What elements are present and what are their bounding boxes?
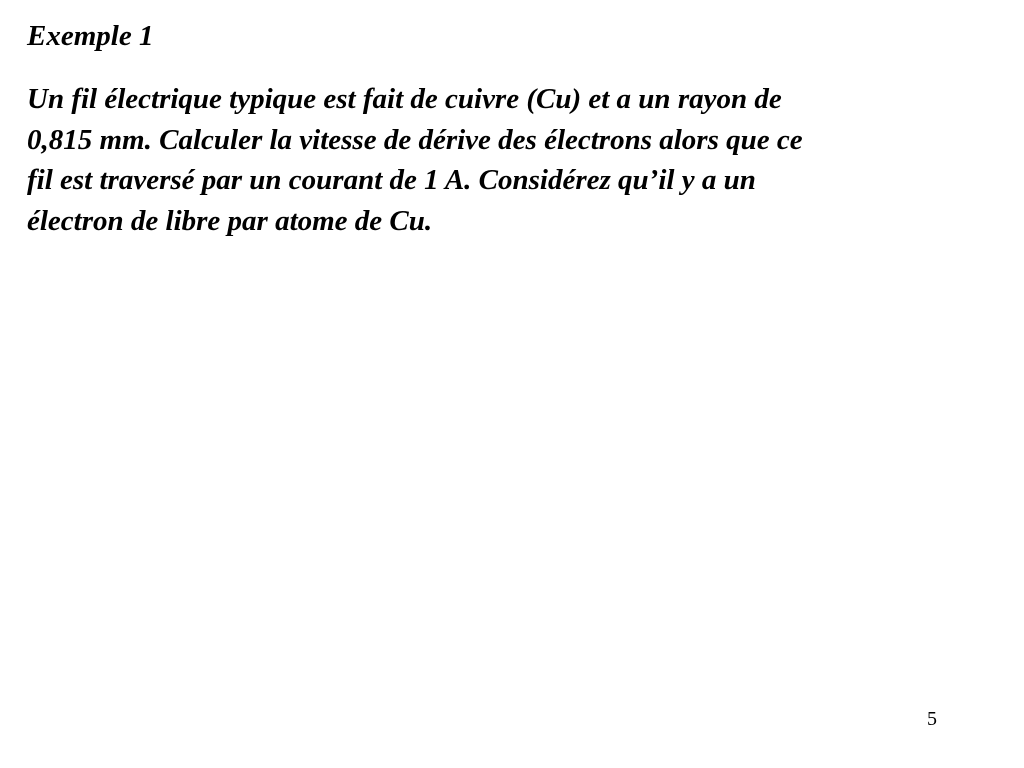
problem-line-3: fil est traversé par un courant de 1 A. Considérez qu’il y a un — [27, 164, 756, 196]
example-heading: Exemple 1 — [27, 20, 154, 52]
problem-line-2: 0,815 mm. Calculer la vitesse de dérive des électrons alors que ce — [27, 123, 803, 156]
problem-line-1: Un fil électrique typique est fait de cuivre (Cu) et a un rayon de — [27, 83, 782, 115]
page-number: 5 — [927, 708, 937, 730]
problem-line-4: électron de libre par atome de Cu. — [27, 204, 433, 237]
problem-statement — [27, 79, 967, 241]
